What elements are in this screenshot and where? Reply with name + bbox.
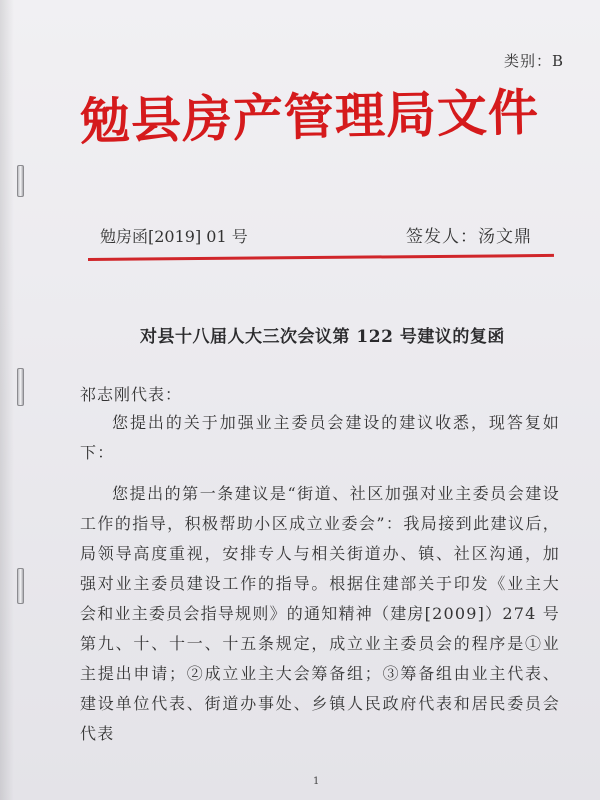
staple-bottom [17, 568, 24, 604]
document-header-title: 勉县房产管理局文件 [79, 82, 540, 151]
staple-middle [17, 368, 24, 406]
document-number: 勉房函[2019] 01 号 [100, 227, 248, 246]
body-paragraph: 您提出的第一条建议是“街道、社区加强对业主委员会建设工作的指导，积极帮助小区成立业委会”：我局接到此建议后，局领导高度重视，安排专人与相关街道办、镇、社区沟通，加强对业主委员建设工作的指导。根据住建部关于印发《业主大会和业主委员会指导规则》的通知精神（建房[2009]）274 号第九、十、十一、十五条规定，成立业主委员会的程序是①业主提出申请；②成立业主大会筹备组；③筹备组由业主代表、建设单位代表、街道办事处、乡镇人民政府代表和居民委员会代表 [80, 484, 560, 743]
issuer-signature: 签发人：汤文鼎 [406, 227, 532, 247]
body-paragraph: 您提出的关于加强业主委员会建设的建议收悉，现答复如下： [80, 413, 560, 462]
page-edge-shadow [0, 0, 14, 800]
staple-top [17, 165, 24, 197]
category-label: 类别：B [503, 52, 564, 70]
reply-title: 对县十八届人大三次会议第 122 号建议的复函 [140, 327, 505, 347]
page-number: 1 [313, 776, 320, 787]
red-header-rule [88, 254, 554, 261]
salutation: 祁志刚代表： [80, 385, 183, 404]
